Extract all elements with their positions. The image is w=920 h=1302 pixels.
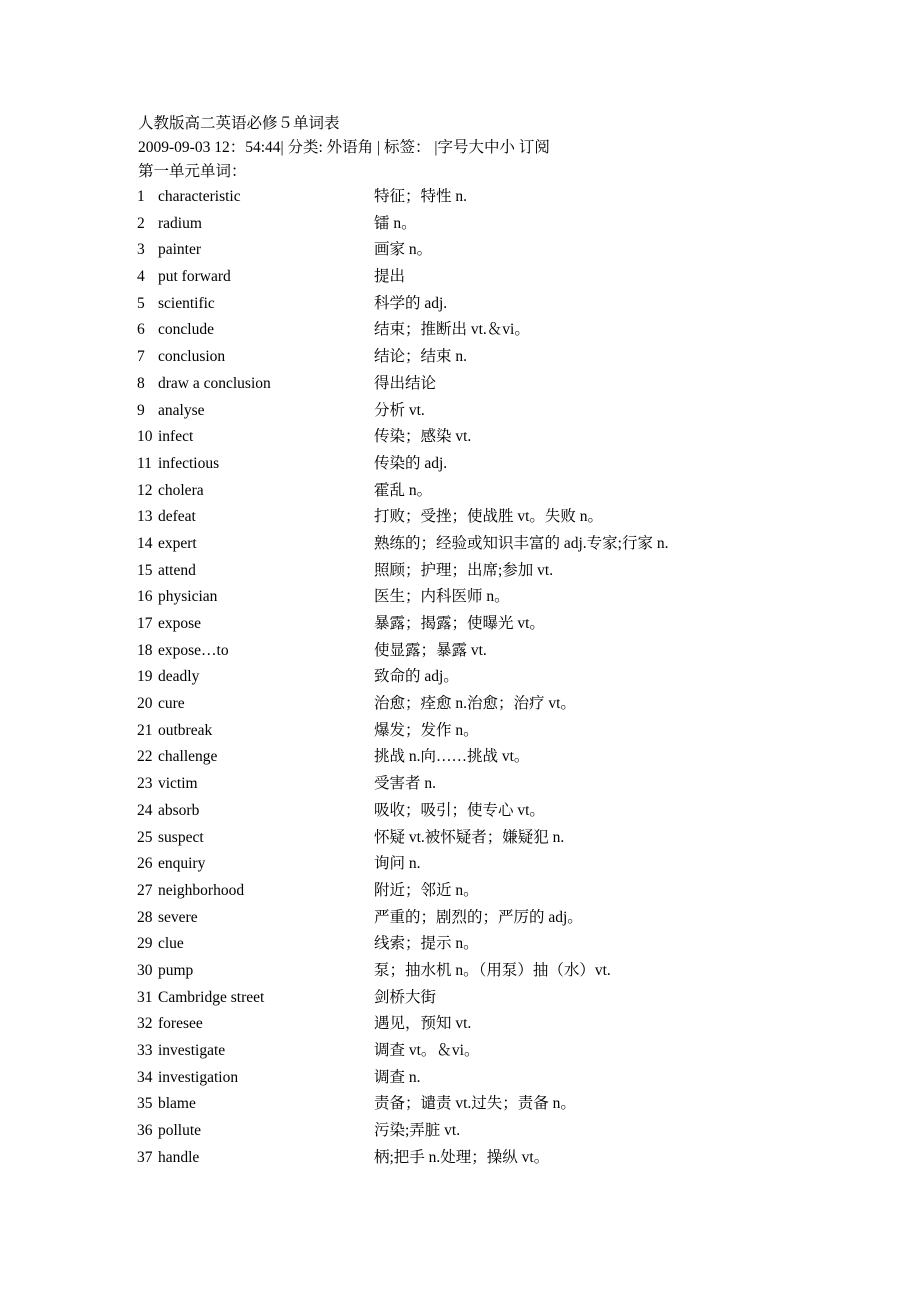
vocab-row <box>0 1148 920 1175</box>
vocab-row <box>0 721 920 748</box>
entry-meaning: 致命的 adj。 <box>374 668 459 686</box>
entry-meaning: 调查 n. <box>374 1068 421 1086</box>
entry-meaning: 镭 n。 <box>374 214 417 232</box>
entry-word: foresee <box>158 1015 203 1033</box>
entry-word: investigate <box>158 1042 226 1059</box>
entry-number: 6 <box>137 321 145 339</box>
entry-word: deadly <box>158 668 200 686</box>
entry-number: 27 <box>137 881 153 899</box>
entry-meaning: 照顾；护理；出席;参加 vt. <box>374 561 554 579</box>
vocab-row <box>0 854 920 881</box>
vocab-row <box>0 267 920 294</box>
entry-word: neighborhood <box>158 881 245 899</box>
entry-word: expose <box>158 615 202 632</box>
entry-word: infect <box>158 428 194 446</box>
vocabulary-list <box>0 187 920 1174</box>
entry-word: expert <box>158 534 197 552</box>
entry-word: infectious <box>158 454 220 472</box>
vocab-row <box>0 561 920 588</box>
vocab-row <box>0 481 920 508</box>
entry-word: outbreak <box>158 721 213 739</box>
entry-number: 12 <box>137 481 153 499</box>
entry-word: severe <box>158 908 198 926</box>
entry-word: suspect <box>158 828 204 846</box>
vocab-row <box>0 774 920 801</box>
vocab-row <box>0 1041 920 1068</box>
entry-meaning: 遇见，预知 vt. <box>374 1015 472 1033</box>
vocab-row <box>0 828 920 855</box>
entry-meaning: 熟练的；经验或知识丰富的 adj.专家;行家 n. <box>374 534 669 552</box>
entry-word: defeat <box>158 508 196 526</box>
entry-word: analyse <box>158 401 205 419</box>
vocab-row <box>0 908 920 935</box>
entry-word: physician <box>158 588 218 606</box>
entry-number: 19 <box>137 668 153 686</box>
vocab-row <box>0 934 920 961</box>
entry-number: 5 <box>137 294 145 312</box>
entry-number: 36 <box>137 1122 153 1140</box>
entry-word: conclusion <box>158 348 226 366</box>
vocab-row <box>0 374 920 401</box>
vocab-row <box>0 747 920 774</box>
entry-number: 4 <box>137 268 145 286</box>
entry-word: blame <box>158 1095 196 1113</box>
entry-meaning: 画家 n。 <box>374 241 433 259</box>
entry-word: painter <box>158 241 202 259</box>
entry-word: conclude <box>158 321 214 339</box>
entry-meaning: 爆发；发作 n。 <box>374 721 479 739</box>
entry-meaning: 调查 vt。＆vi。 <box>374 1042 480 1059</box>
entry-meaning: 怀疑 vt.被怀疑者；嫌疑犯 n. <box>374 828 565 846</box>
entry-meaning: 严重的；剧烈的；严厉的 adj。 <box>374 908 583 926</box>
entry-number: 34 <box>137 1068 153 1086</box>
entry-number: 21 <box>137 721 153 739</box>
document-title: 人教版高二英语必修５单词表 <box>138 115 340 132</box>
vocab-row <box>0 801 920 828</box>
entry-meaning: 吸收；吸引；使专心 vt。 <box>374 801 545 819</box>
entry-number: 3 <box>137 241 145 259</box>
entry-meaning: 结论；结束 n. <box>374 348 468 366</box>
entry-meaning: 得出结论 <box>374 374 437 392</box>
vocab-row <box>0 534 920 561</box>
vocab-row <box>0 1094 920 1121</box>
entry-number: 33 <box>137 1042 153 1059</box>
entry-meaning: 结束；推断出 vt.＆vi。 <box>374 321 530 339</box>
entry-number: 11 <box>137 454 152 472</box>
entry-number: 30 <box>137 961 153 979</box>
entry-meaning: 治愈；痊愈 n.治愈；治疗 vt。 <box>374 695 576 713</box>
vocab-row <box>0 988 920 1015</box>
entry-word: cure <box>158 695 185 713</box>
entry-word: scientific <box>158 294 215 312</box>
entry-meaning: 线索；提示 n。 <box>374 935 479 953</box>
section-heading: 第一单元单词： <box>138 163 247 180</box>
vocab-row <box>0 694 920 721</box>
entry-meaning: 询问 n. <box>374 855 421 873</box>
entry-number: 20 <box>137 695 153 713</box>
entry-number: 8 <box>137 374 145 392</box>
entry-word: clue <box>158 935 184 953</box>
vocab-row <box>0 294 920 321</box>
entry-word: pump <box>158 961 194 979</box>
entry-word: challenge <box>158 748 218 766</box>
entry-word: investigation <box>158 1068 239 1086</box>
entry-number: 24 <box>137 801 153 819</box>
entry-word: victim <box>158 775 198 793</box>
entry-number: 15 <box>137 561 153 579</box>
vocab-row <box>0 667 920 694</box>
entry-number: 25 <box>137 828 153 846</box>
entry-meaning: 霍乱 n。 <box>374 481 433 499</box>
entry-meaning: 特征；特性 n. <box>374 188 468 205</box>
entry-number: 23 <box>137 775 153 793</box>
vocab-row <box>0 641 920 668</box>
post-meta-line: 2009-09-03 12：54:44| 分类: 外语角 | 标签： |字号大中小 订阅 <box>138 139 550 156</box>
entry-meaning: 科学的 adj. <box>374 294 448 312</box>
vocab-row <box>0 240 920 267</box>
entry-number: 31 <box>137 988 153 1006</box>
entry-number: 13 <box>137 508 153 526</box>
entry-number: 14 <box>137 534 153 552</box>
entry-meaning: 打败；受挫；使战胜 vt。失败 n。 <box>374 508 604 526</box>
vocab-row <box>0 187 920 214</box>
vocab-row <box>0 881 920 908</box>
entry-meaning: 暴露；揭露；使曝光 vt。 <box>374 615 545 632</box>
vocab-row <box>0 1014 920 1041</box>
entry-meaning: 剑桥大街 <box>374 988 437 1006</box>
entry-meaning: 污染;弄脏 vt. <box>374 1122 461 1140</box>
entry-meaning: 分析 vt. <box>374 401 425 419</box>
entry-number: 29 <box>137 935 153 953</box>
entry-meaning: 传染；感染 vt. <box>374 428 472 446</box>
vocab-row <box>0 401 920 428</box>
entry-word: absorb <box>158 801 200 819</box>
entry-number: 26 <box>137 855 153 873</box>
entry-meaning: 提出 <box>374 268 406 286</box>
vocab-row <box>0 614 920 641</box>
entry-word: draw a conclusion <box>158 374 271 392</box>
vocab-row <box>0 961 920 988</box>
entry-meaning: 责备；谴责 vt.过失；责备 n。 <box>374 1095 576 1113</box>
entry-word: handle <box>158 1148 200 1166</box>
entry-meaning: 医生；内科医师 n。 <box>374 588 510 606</box>
entry-number: 37 <box>137 1148 153 1166</box>
entry-word: radium <box>158 214 202 232</box>
vocab-row <box>0 587 920 614</box>
entry-meaning: 柄;把手 n.处理；操纵 vt。 <box>374 1148 550 1166</box>
entry-number: 35 <box>137 1095 153 1113</box>
entry-number: 16 <box>137 588 153 606</box>
vocab-row <box>0 1068 920 1095</box>
entry-number: 10 <box>137 428 153 446</box>
entry-word: characteristic <box>158 188 241 205</box>
vocab-row <box>0 454 920 481</box>
entry-word: cholera <box>158 481 204 499</box>
entry-number: 22 <box>137 748 153 766</box>
vocab-row <box>0 1121 920 1148</box>
entry-meaning: 传染的 adj. <box>374 454 448 472</box>
entry-number: 32 <box>137 1015 153 1033</box>
entry-number: 2 <box>137 214 145 232</box>
entry-meaning: 挑战 n.向……挑战 vt。 <box>374 748 530 766</box>
vocab-row <box>0 507 920 534</box>
vocab-row <box>0 347 920 374</box>
entry-word: expose…to <box>158 641 229 659</box>
entry-word: put forward <box>158 268 231 286</box>
entry-meaning: 泵；抽水机 n。（用泵）抽（水）vt. <box>374 961 611 979</box>
vocab-row <box>0 427 920 454</box>
entry-number: 9 <box>137 401 145 419</box>
entry-meaning: 受害者 n. <box>374 775 437 793</box>
entry-number: 17 <box>137 615 153 632</box>
entry-word: pollute <box>158 1122 202 1140</box>
entry-number: 28 <box>137 908 153 926</box>
entry-number: 7 <box>137 348 145 366</box>
vocab-row <box>0 214 920 241</box>
entry-meaning: 使显露；暴露 vt. <box>374 641 487 659</box>
entry-word: attend <box>158 561 196 579</box>
entry-number: 18 <box>137 641 153 659</box>
vocab-row <box>0 320 920 347</box>
entry-word: enquiry <box>158 855 206 873</box>
entry-word: Cambridge street <box>158 988 265 1006</box>
entry-meaning: 附近；邻近 n。 <box>374 881 479 899</box>
entry-number: 1 <box>137 188 145 205</box>
